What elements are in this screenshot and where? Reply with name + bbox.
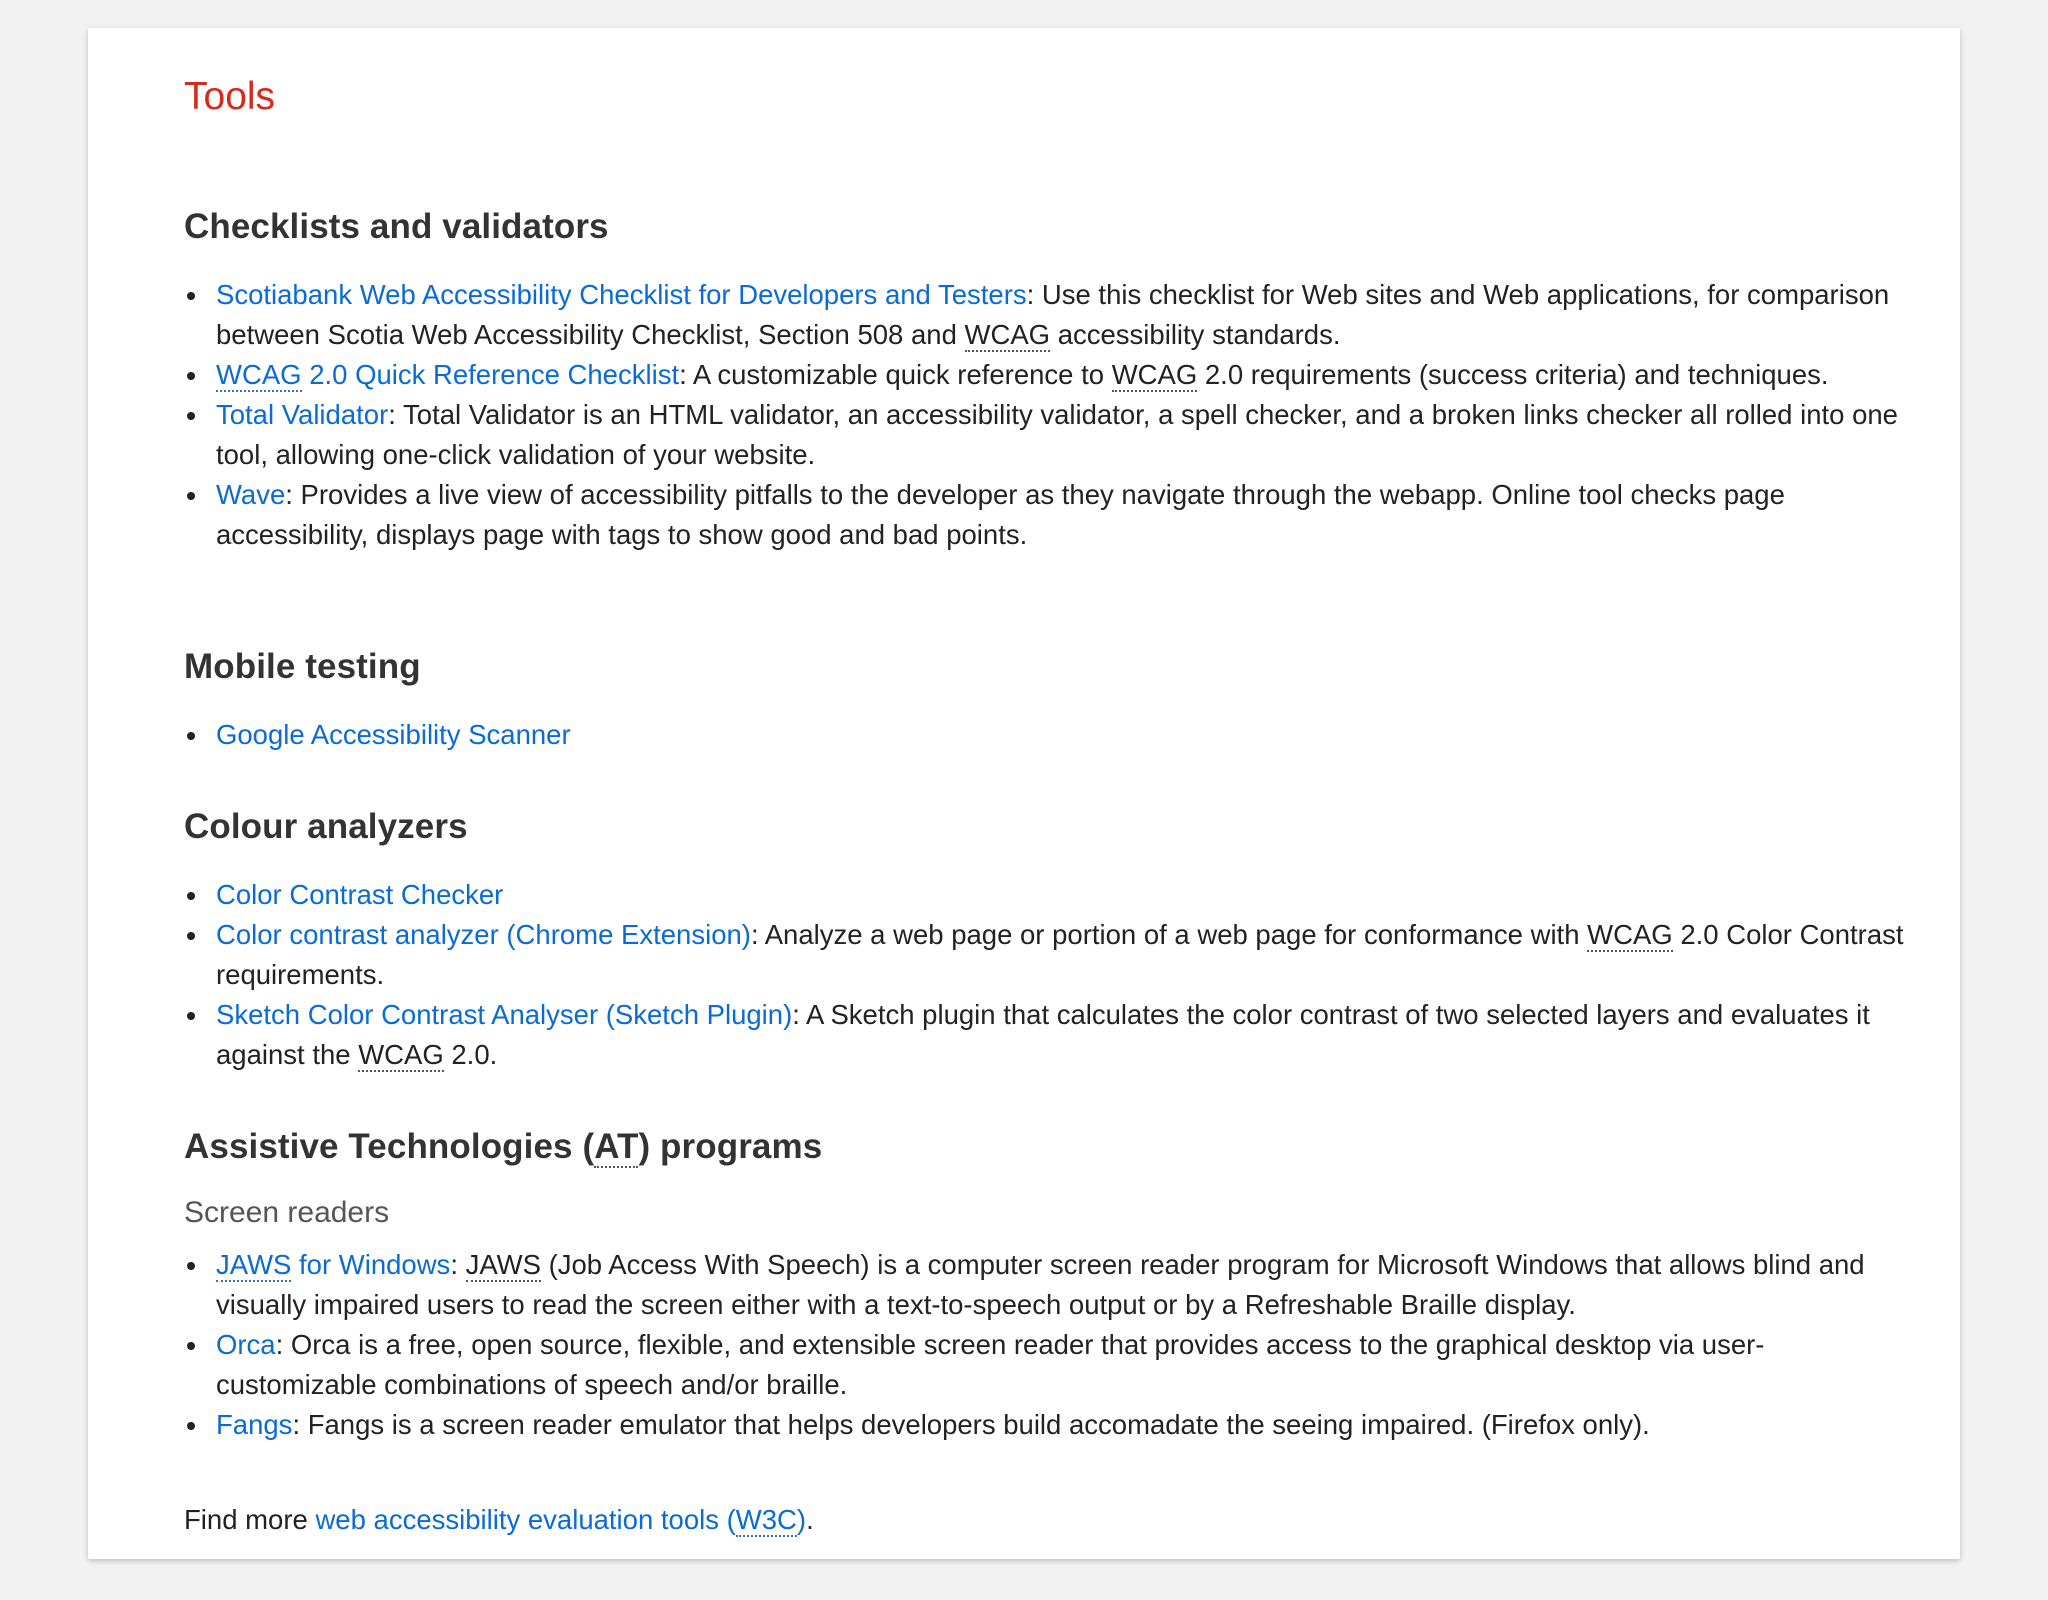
fangs-link[interactable]: Fangs [216,1409,293,1440]
item-description: : Use this checklist for Web sites and Web applications, for comparison between Scotia Web Accessibility Checklist, Section 508 and [216,279,1890,350]
screen-readers-list [184,1245,1904,1445]
wcag-abbr: WCAG [216,359,302,390]
page-title: Tools [184,75,276,118]
color-contrast-analyzer-link[interactable]: Color contrast analyzer (Chrome Extension) [216,919,751,950]
jaws-link[interactable] [216,1249,450,1282]
wcag-abbr: WCAG [1111,359,1198,390]
footer-text: . [806,1504,814,1535]
item-description: 2.0. [443,1039,498,1070]
w3c-evaluation-tools-link[interactable] [315,1504,806,1537]
heading-text: Assistive Technologies ( [184,1127,595,1166]
link-text: web accessibility evaluation tools ( [315,1504,736,1535]
orca-link[interactable]: Orca [216,1329,276,1360]
item-description: 2.0 Color Contrast requirements. [216,919,1904,990]
heading-text: ) programs [638,1127,823,1166]
wave-link[interactable]: Wave [216,479,286,510]
footer-text: Find more [184,1504,316,1535]
list-item [184,1245,1904,1325]
item-description: : [450,1249,466,1280]
section-heading-colour: Colour analyzers [184,807,468,846]
total-validator-link[interactable]: Total Validator [216,399,389,430]
section-checklists [184,206,1904,555]
section-heading-assistive-tech [184,1126,1904,1168]
item-description: (Job Access With Speech) is a computer screen reader program for Microsoft Windows that allows blind and visually impaired users to read the screen either with a text-to-speech output or by a Refreshable Braille display. [216,1249,1865,1320]
w3c-abbr: W3C [735,1504,797,1535]
find-more-text [184,1500,814,1540]
item-description: accessibility standards. [1050,319,1341,350]
item-description: : A customizable quick reference to [679,359,1112,390]
item-description: : A Sketch plugin that calculates the color contrast of two selected layers and evaluates it against the [216,999,1870,1070]
section-heading-mobile: Mobile testing [184,647,421,686]
item-description: : Analyze a web page or portion of a web page for conformance with [750,919,1588,950]
list-item [184,475,1904,555]
at-abbr: AT [594,1127,639,1166]
section-mobile [184,646,1904,755]
wcag-abbr: WCAG [358,1039,444,1070]
list-item [184,355,1904,395]
section-heading-checklists: Checklists and validators [184,207,609,246]
list-item [184,915,1904,995]
mobile-list [184,715,1904,755]
subheading-screen-readers: Screen readers [184,1196,390,1229]
checklists-list [184,275,1904,555]
jaws-abbr: JAWS [216,1249,292,1280]
item-description: : Fangs is a screen reader emulator that helps developers build accomadate the seeing impaired. (Firefox only). [292,1409,1650,1440]
list-item [184,1405,1904,1445]
wcag-abbr: WCAG [964,319,1051,350]
item-description: 2.0 requirements (success criteria) and techniques. [1197,359,1829,390]
content-card [88,28,1960,1559]
sketch-contrast-analyser-link[interactable]: Sketch Color Contrast Analyser (Sketch Plugin) [216,999,793,1030]
section-colour [184,806,1904,1075]
scotiabank-checklist-link[interactable]: Scotiabank Web Accessibility Checklist for Developers and Testers [216,279,1027,310]
list-item [184,395,1904,475]
colour-list [184,875,1904,1075]
link-text: ) [796,1504,807,1535]
item-description: : Provides a live view of accessibility pitfalls to the developer as they navigate through the webapp. Online tool checks page accessibility, displays page with tags to show good and bad points. [216,479,1785,550]
list-item [184,715,1904,755]
item-description: : Total Validator is an HTML validator, an accessibility validator, a spell checker, and a broken links checker all rolled into one tool, allowing one-click validation of your website. [216,399,1898,470]
list-item [184,1325,1904,1405]
item-description: : Orca is a free, open source, flexible, and extensible screen reader that provides access to the graphical desktop via user-customizable combinations of speech and/or braille. [216,1329,1765,1400]
list-item [184,875,1904,915]
list-item [184,275,1904,355]
link-text: for Windows [291,1249,451,1280]
link-text: 2.0 Quick Reference Checklist [301,359,680,390]
section-assistive-tech [184,1126,1904,1445]
wcag-quick-reference-link[interactable] [216,359,679,392]
google-accessibility-scanner-link[interactable]: Google Accessibility Scanner [216,719,571,750]
list-item [184,995,1904,1075]
jaws-abbr: JAWS [465,1249,541,1280]
color-contrast-checker-link[interactable]: Color Contrast Checker [216,879,504,910]
wcag-abbr: WCAG [1587,919,1673,950]
